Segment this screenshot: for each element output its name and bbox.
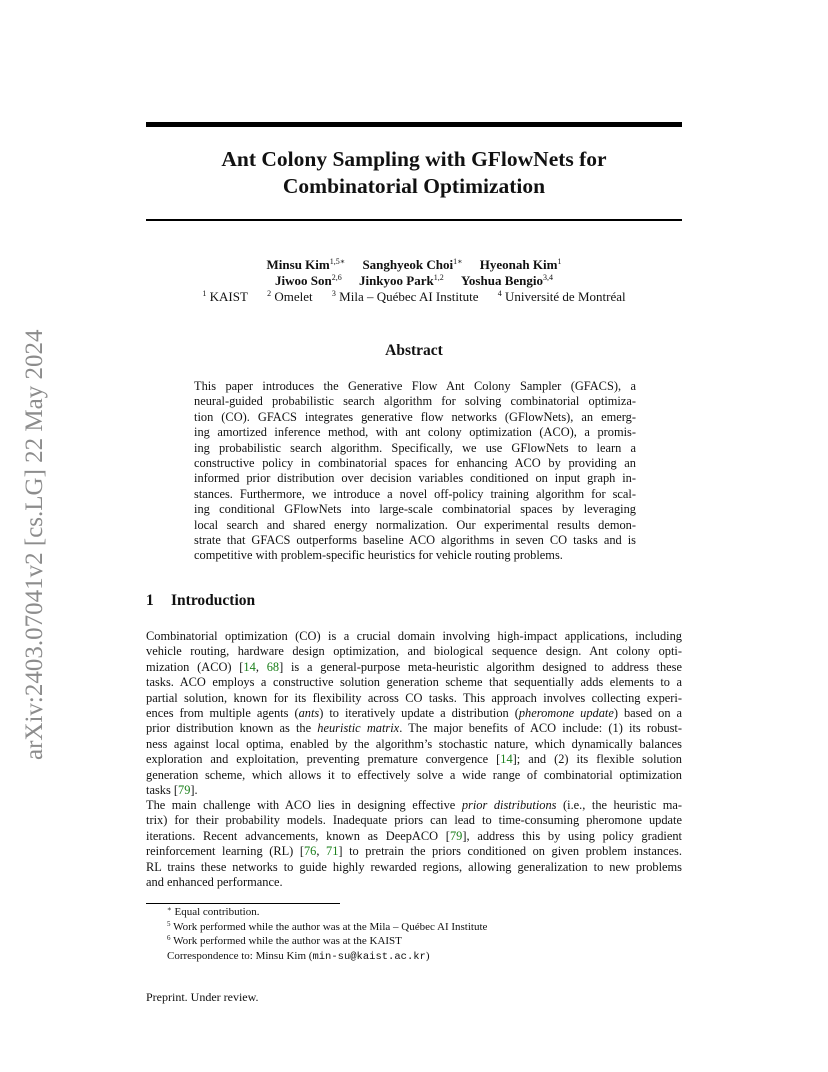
paragraph-line: ences from multiple agents (ants) to iteratively update a distribution (pheromone update) based on a <box>146 706 682 721</box>
abstract-line: tion (CO). GFACS integrates generative flow networks (GFlowNets), an emerg- <box>194 409 636 424</box>
section-number: 1 <box>146 592 154 609</box>
abstract-line: ing probabilistic search algorithm. Specifically, we use GFlowNets to learn a <box>194 440 636 455</box>
footnote-kaist: $^6$ Work performed while the author was at the KAIST <box>167 934 402 947</box>
affiliation-name: KAIST <box>209 289 248 304</box>
affiliation-number: 4 <box>497 289 502 298</box>
author-name: Jinkyoo Park <box>358 273 434 288</box>
paragraph-line: The main challenge with ACO lies in designing effective prior distributions (i.e., the heuristic ma- <box>146 798 682 812</box>
author-affil-sup: 1∗ <box>453 257 463 266</box>
affiliation-name: Université de Montréal <box>505 289 626 304</box>
preprint-note: Preprint. Under review. <box>146 990 259 1004</box>
section-title: Introduction <box>171 592 256 609</box>
paragraph-line: generation scheme, which allows it to effectively solve a wide range of combinatorial optimization <box>146 767 682 782</box>
emphasis-text: pheromone update <box>518 706 614 721</box>
arxiv-side-stamp <box>21 282 61 762</box>
footnotes <box>167 905 682 964</box>
abstract-line: competitive with problem-specific heuristics for vehicle routing problems. <box>194 548 563 563</box>
paragraph-line: prior distribution known as the heuristic matrix. The major benefits of ACO include: (1) its robust- <box>146 721 682 736</box>
title-line-1: Ant Colony Sampling with GFlowNets for <box>221 147 607 171</box>
affiliation-number: 2 <box>267 289 272 298</box>
arxiv-stamp-text: arXiv:2403.07041v2 [cs.LG] 22 May 2024 <box>21 329 48 760</box>
abstract-line: stances. Furthermore, we introduce a novel off-policy training algorithm for scal- <box>194 486 636 501</box>
footnote-correspondence: Correspondence to: Minsu Kim (min-su@kaist.ac.kr) <box>167 949 430 963</box>
footnote-equal-contribution: ∗ Equal contribution. <box>167 905 260 918</box>
author-affil-sup: 2,6 <box>331 273 342 282</box>
author-affil-sup: 1 <box>557 257 562 266</box>
emphasis-text: ants <box>298 706 320 721</box>
affiliation-name: Omelet <box>274 289 313 304</box>
section-heading-introduction <box>146 592 255 610</box>
citation-link[interactable]: 14 <box>500 752 513 767</box>
author-affil-sup: 1,2 <box>433 273 444 282</box>
paragraph-line: tasks [79]. <box>146 783 198 798</box>
paragraph-line: exploration and exploitation, preventing premature convergence [14]; and (2) its flexible solution <box>146 752 682 767</box>
abstract-body <box>194 379 636 564</box>
author-block <box>146 257 682 305</box>
intro-paragraph-2 <box>146 798 682 890</box>
citation-link[interactable]: 14 <box>243 659 256 674</box>
affiliation-number: 1 <box>202 289 207 298</box>
paragraph-line: iterations. Recent advancements, known as DeepACO [79], address this by using policy gradient <box>146 828 682 843</box>
author-name: Minsu Kim <box>266 257 330 272</box>
author-name: Jiwoo Son <box>275 273 332 288</box>
title-line-2: Combinatorial Optimization <box>282 174 546 198</box>
author-name: Hyeonah Kim <box>479 257 558 272</box>
author-row-1 <box>146 257 682 273</box>
intro-paragraph-1 <box>146 629 682 798</box>
abstract-line: This paper introduces the Generative Flow Ant Colony Sampler (GFACS), a <box>194 379 636 393</box>
author-affil-sup: 1,5∗ <box>329 257 346 266</box>
paragraph-line: and enhanced performance. <box>146 875 283 890</box>
emphasis-text: heuristic matrix <box>317 721 400 736</box>
title-bottom-rule <box>146 219 682 221</box>
paragraph-line: ness against local optima, enabled by the algorithm’s stochastic nature, which dynamically balances <box>146 736 682 751</box>
author-affil-sup: 3,4 <box>542 273 553 282</box>
paragraph-line: vehicle routing, hardware design optimization, and biological sequence design. Ant colony opti- <box>146 644 682 659</box>
author-row-2 <box>146 273 682 289</box>
emphasis-text: prior distributions <box>461 798 557 812</box>
affiliation-name: Mila – Québec AI Institute <box>339 289 479 304</box>
title-top-rule <box>146 122 682 127</box>
footnote-mila: $^5$ Work performed while the author was at the Mila – Québec AI Institute <box>167 919 488 933</box>
paragraph-line: tasks. ACO employs a constructive solution generation scheme that sequentially adds elements to a <box>146 675 682 690</box>
abstract-heading: Abstract <box>385 342 443 359</box>
abstract-line: constructive policy in combinatorial spaces for enhancing ACO by providing an <box>194 456 636 471</box>
affiliation-number: 3 <box>331 289 336 298</box>
citation-link[interactable]: 79 <box>178 783 191 798</box>
paragraph-line: reinforcement learning (RL) [76, 71] to pretrain the priors conditioned on given problem instances. <box>146 844 682 859</box>
paragraph-line: partial solution, known for its flexibility across CO tasks. This approach involves collecting experi- <box>146 690 682 705</box>
paper-title <box>146 146 682 200</box>
citation-link[interactable]: 79 <box>449 828 463 843</box>
citation-link[interactable]: 76 <box>303 844 317 859</box>
abstract-line: strate that GFACS outperforms baseline ACO algorithms in seven CO tasks and is <box>194 533 636 548</box>
author-name: Yoshua Bengio <box>460 273 543 288</box>
citation-link[interactable]: 71 <box>326 844 339 859</box>
abstract-line: ing amortized inference method, with ant colony optimization (ACO), a promis- <box>194 425 636 440</box>
author-name: Sanghyeok Choi <box>362 257 454 272</box>
paragraph-line: Combinatorial optimization (CO) is a crucial domain involving high-impact applications, including <box>146 629 682 643</box>
paragraph-line: RL trains these networks to guide highly rewarded regions, allowing generalization to new problems <box>146 859 682 874</box>
footnote-rule <box>146 903 340 904</box>
abstract-line: local search and shared energy normalization. Our experimental results demon- <box>194 517 636 532</box>
correspondence-email[interactable]: min-su@kaist.ac.kr <box>312 950 426 963</box>
abstract-line: neural-guided probabilistic search algorithm for solving combinatorial optimiza- <box>194 394 636 409</box>
abstract-line: informed prior distribution over decision variables conditioned on input graph in- <box>194 471 636 486</box>
paragraph-line: trix) for their probability models. Inadequate priors can lead to time-consuming pheromone update <box>146 813 682 828</box>
affiliation-row <box>146 289 682 305</box>
citation-link[interactable]: 68 <box>266 659 280 674</box>
abstract-line: ing conditional GFlowNets into large-scale combinatorial spaces by leveraging <box>194 502 636 517</box>
paragraph-line: mization (ACO) [14, 68] is a general-purpose meta-heuristic algorithm designed to address these <box>146 659 682 674</box>
